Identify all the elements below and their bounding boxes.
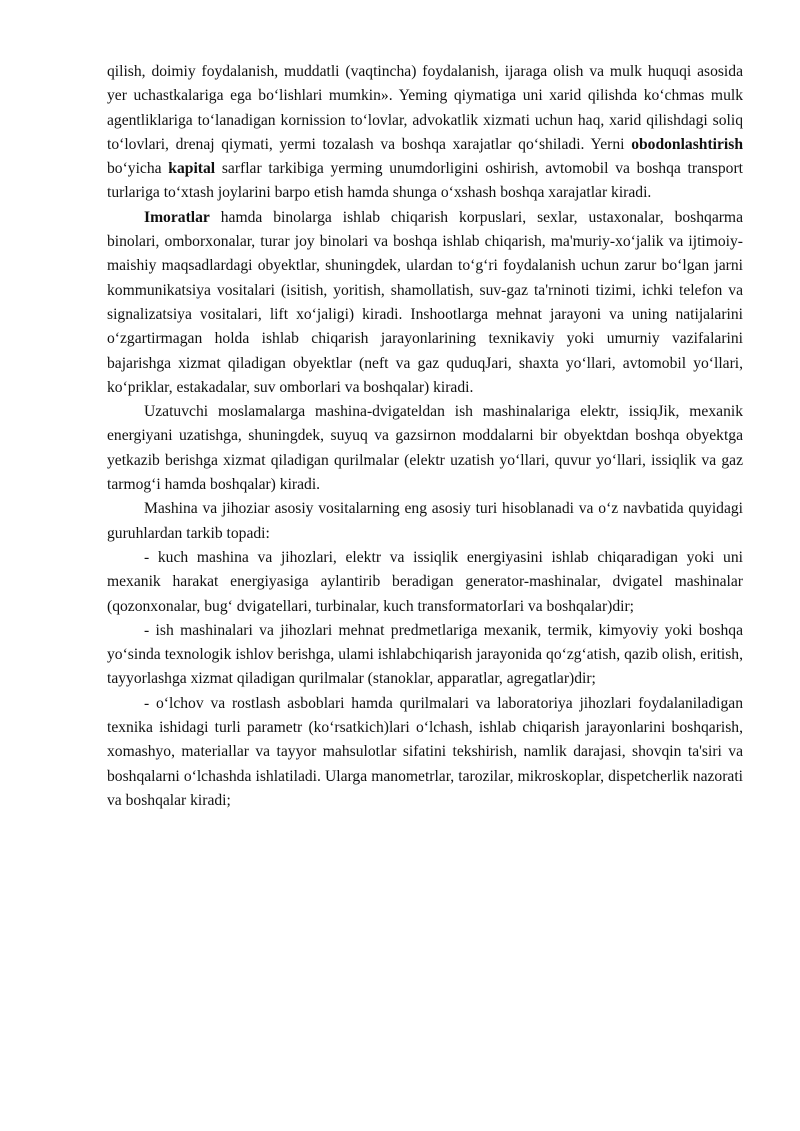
paragraph-text: bo‘yicha: [107, 160, 169, 178]
paragraph-text: qilish, doimiy foydalanish, muddatli (vaqtincha) foydalanish, ijaraga olish va mulk huquqi asosida yer uchastkalariga ega bo‘lishlari mumkin». Yeming qiymatiga uni xarid qilishda ko‘chmas mulk agentliklariga to‘lanadigan kornission to‘lovlar, advokatlik xizmati uchun haq, xarid qilishdagi soliq to‘lovlari, drenaj qiymati, yermi tozalash va boshqa xarajatlar qo‘shiladi. Yerni: [107, 63, 743, 153]
paragraph-buildings: [107, 206, 743, 400]
paragraph-transmission: Uzatuvchi moslamalarga mashina-dvigateldan ish mashinalariga elektr, issiqJik, mexanik energiyani uzatishga, shuningdek, suyuq va gazsirnon moddalarni bir obyektdan boshqa obyektga yetkazib berishga xizmat qiladigan qurilmalar (elektr uzatish yo‘llari, quvur yo‘llari, issiqlik va gaz tarmog‘i hamda boshqalar) kiradi.: [107, 403, 743, 494]
list-item-power-machines: - kuch mashina va jihozlari, elektr va issiqlik energiyasini ishlab chiqaradigan yoki uni mexanik harakat energiyasiga aylantirib beradigan generator-mashinalar, dvigatel mashinalar (qozonxonalar, bug‘ dvigatellari, turbinalar, kuch transformatorIari va boshqalar)dir;: [107, 548, 743, 615]
paragraph-land-costs: [107, 60, 743, 206]
list-item-work-machines: - ish mashinalari va jihozlari mehnat predmetlariga mexanik, termik, kimyoviy yoki boshqa yo‘sinda texnologik ishlov berishga, ulami ishlabchiqarish jarayonida qo‘zg‘atish, qazib olish, eritish, tayyorlashga xizmat qiladigan qurilmalar (stanoklar, apparatlar, agregatlar)dir;: [107, 621, 743, 688]
bold-term-obodonlashtirish: obodonlashtirish: [631, 135, 743, 153]
paragraph-machinery-intro: Mashina va jihoziar asosiy vositalarning eng asosiy turi hisoblanadi va o‘z navbatida quyidagi guruhlardan tarkib topadi:: [107, 500, 743, 542]
document-page: [107, 60, 743, 813]
paragraph-text: sarflar tarkibiga yerming unumdorligini oshirish, avtomobil va boshqa transport turlariga to‘xtash joylarini barpo etish hamda shunga o‘xshash boshqa xarajatlar kiradi.: [107, 160, 743, 202]
bold-term-imoratlar: Imoratlar: [144, 208, 210, 226]
bold-term-kapital: kapital: [168, 160, 216, 178]
paragraph-text: hamda binolarga ishlab chiqarish korpuslari, sexlar, ustaxonalar, boshqarma binolari, omborxonalar, turar joy binolari va boshqa ishlab chiqarish, ma'muriy-xo‘jalik va ijtimoiy-maishiy maqsadlardagi obyektlar, shuningdek, ulardan to‘g‘ri foydalanish uchun zarur bo‘lgan jarni kommunikatsiya vositalari (isitish, yoritish, shamollatish, suv-gaz ta'rninoti tizimi, ichki telefon va signalizatsiya vositalari, lift xo‘jaligi) kiradi. Inshootlarga mehnat jarayoni va uning natijalarini o‘zgartirmagan holda ishlab chiqarish jarayonlarining texnikaviy yoki umurniy vazifalarini bajarishga xizmat qiladigan obyektlar (neft va gaz quduqJari, shaxta yo‘llari, avtomobil yo‘llari, ko‘priklar, estakadalar, suv omborlari va boshqalar) kiradi.: [107, 208, 743, 396]
list-item-measuring-devices: - o‘lchov va rostlash asboblari hamda qurilmalari va laboratoriya jihozlari foydalaniladigan texnika ishidagi turli parametr (ko‘rsatkich)lari o‘lchash, ishlab chiqarish jarayonlarini boshqarish, xomashyo, materiallar va tayyor mahsulotlar sifatini tekshirish, namlik darajasi, shovqin ta'siri va boshqalarni o‘lchashda ishlatiladi. Ularga manometrlar, tarozilar, mikroskoplar, dispetcherlik nazorati va boshqalar kiradi;: [107, 694, 743, 809]
